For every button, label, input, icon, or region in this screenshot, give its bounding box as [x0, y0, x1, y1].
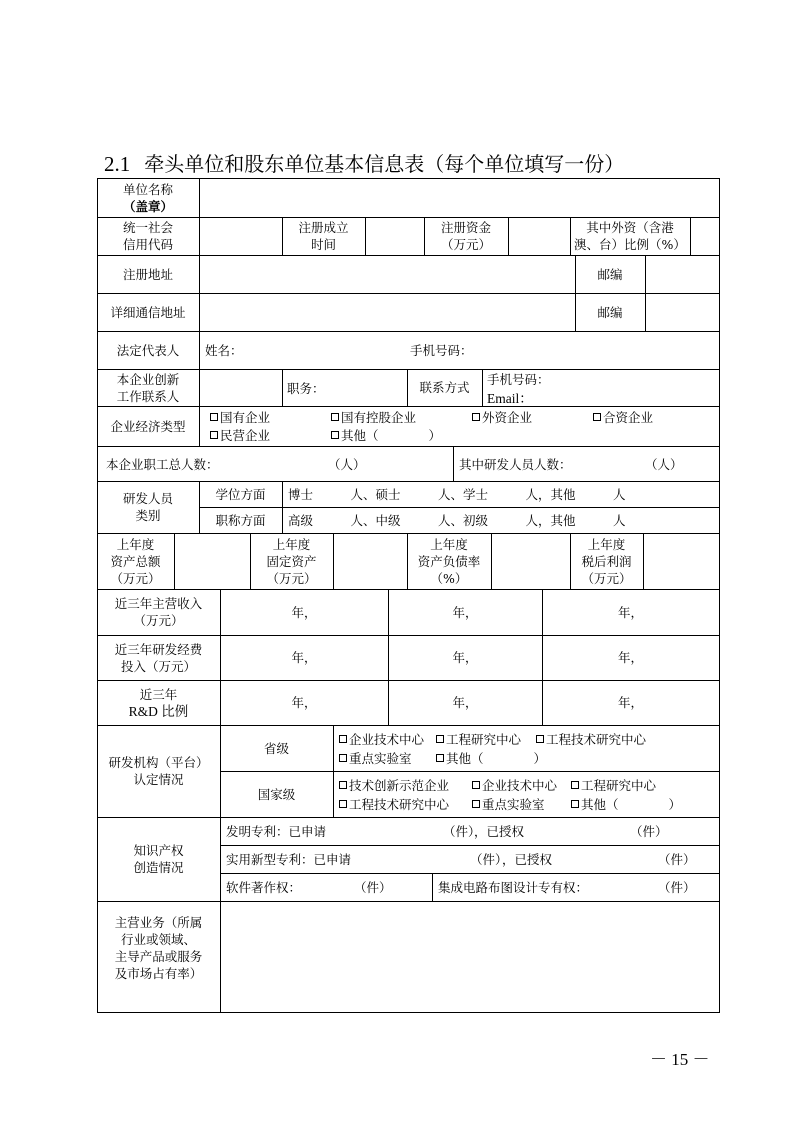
utility-granted-label: ，已授权: [502, 852, 553, 867]
econ-option-state-holding[interactable]: 国有控股企业: [331, 408, 416, 426]
prov-option-engineering-tech[interactable]: 工程技术研究中心: [536, 729, 646, 748]
mail-address-field[interactable]: [200, 294, 575, 331]
econ-option-foreign[interactable]: 外资企业: [472, 408, 532, 426]
contact-email-label: Email：: [487, 390, 533, 406]
innovation-contact-label: 本企业创新 工作联系人: [116, 371, 180, 404]
rd-ratio-label: 近三年 R&D 比例: [128, 686, 189, 719]
invention-applied-unit: （件）: [443, 824, 481, 839]
platform-label: 研发机构（平台） 认定情况: [108, 755, 209, 787]
rd-funds-year-3[interactable]: 年，: [617, 650, 643, 665]
prov-option-enterprise-tech[interactable]: 企业技术中心: [339, 729, 424, 748]
checkbox-icon: [436, 735, 444, 743]
mail-postcode-field[interactable]: [646, 294, 719, 331]
checkbox-icon: [593, 413, 601, 421]
prov-option-key-lab[interactable]: 重点实验室: [339, 748, 412, 767]
reg-address-label: 注册地址: [122, 266, 173, 282]
checkbox-icon: [472, 781, 480, 789]
econ-option-joint[interactable]: 合资企业: [593, 408, 653, 426]
debt-ratio-field[interactable]: [492, 534, 570, 589]
rd-funds-year-1[interactable]: 年，: [291, 650, 317, 665]
prov-option-other[interactable]: 其他（ ）: [436, 748, 546, 767]
section-number: 2.1: [104, 152, 131, 176]
utility-granted-unit: （件）: [658, 852, 696, 867]
checkbox-icon: [436, 754, 444, 762]
checkbox-icon: [210, 413, 218, 421]
revenue-year-2[interactable]: 年，: [452, 604, 478, 620]
main-business-field[interactable]: [221, 902, 719, 1012]
software-copyright-label: 软件著作权：: [226, 880, 302, 895]
profit-label: 上年度 税后利润 （万元）: [581, 536, 632, 586]
staff-total-unit: （人）: [328, 456, 366, 472]
assets-field[interactable]: [175, 534, 250, 589]
software-copyright-unit: （件）: [354, 880, 392, 895]
credit-code-field[interactable]: [200, 218, 282, 255]
rd-staff-total-unit: （人）: [645, 456, 683, 472]
invention-applied-label: 发明专利：已申请: [226, 824, 327, 839]
utility-applied-label: 实用新型专利：已申请: [226, 852, 352, 867]
title-counts: 高级 人、中级 人、初级 人，其他 人: [288, 513, 626, 528]
checkbox-icon: [339, 754, 347, 762]
innovation-contact-field[interactable]: [200, 370, 282, 406]
checkbox-icon: [210, 431, 218, 439]
checkbox-icon: [536, 735, 544, 743]
foreign-ratio-field[interactable]: [691, 218, 719, 255]
credit-code-label: 统一社会 信用代码: [122, 220, 173, 252]
page-title: [104, 148, 624, 177]
rd-ratio-year-2[interactable]: 年，: [452, 695, 478, 710]
checkbox-icon: [339, 735, 347, 743]
nat-option-innovation-demo[interactable]: 技术创新示范企业: [339, 775, 449, 794]
nat-option-enterprise-tech[interactable]: 企业技术中心: [472, 775, 557, 794]
econ-option-other[interactable]: 其他（ ）: [331, 426, 441, 444]
checkbox-icon: [339, 781, 347, 789]
legal-rep-name-label: 姓名：: [205, 343, 243, 358]
reg-time-field[interactable]: [366, 218, 424, 255]
nat-option-key-lab[interactable]: 重点实验室: [472, 794, 545, 813]
checkbox-icon: [472, 800, 480, 808]
legal-rep-phone-label: 手机号码：: [410, 343, 473, 358]
fixed-assets-field[interactable]: [334, 534, 407, 589]
degree-label: 学位方面: [215, 486, 266, 502]
ic-layout-unit: （件）: [658, 880, 696, 895]
foreign-ratio-label: 其中外资（含港 澳、台）比例（%）: [574, 220, 686, 252]
revenue-label: 近三年主营收入 （万元）: [114, 596, 203, 628]
checkbox-icon: [331, 431, 339, 439]
nat-option-other[interactable]: 其他（ ）: [571, 794, 681, 813]
checkbox-icon: [472, 413, 480, 421]
contact-phone-label: 手机号码：: [487, 371, 550, 387]
reg-capital-field[interactable]: [509, 218, 570, 255]
econ-option-state[interactable]: 国有企业: [210, 408, 270, 426]
ip-label: 知识产权 创造情况: [133, 843, 184, 875]
econ-option-private[interactable]: 民营企业: [210, 426, 270, 444]
debt-ratio-label: 上年度 资产负债率 （%）: [417, 536, 481, 586]
national-label: 国家级: [257, 786, 296, 802]
unit-name-label: 单位名称 （盖章）: [122, 181, 173, 214]
provincial-label: 省级: [263, 740, 289, 756]
revenue-year-1[interactable]: 年，: [291, 604, 317, 620]
checkbox-icon: [571, 800, 579, 808]
nat-option-engineering-tech[interactable]: 工程技术研究中心: [339, 794, 449, 813]
rd-staff-total-label: 其中研发人员人数：: [459, 456, 572, 472]
rd-staff-category-label: 研发人员 类别: [122, 491, 173, 523]
mail-postcode-label: 邮编: [597, 304, 623, 320]
checkbox-icon: [571, 781, 579, 789]
reg-address-field[interactable]: [200, 256, 575, 293]
prov-option-engineering-research[interactable]: 工程研究中心: [436, 729, 521, 748]
invention-granted-label: ，已授权: [474, 824, 525, 839]
title-text: 牵头单位和股东单位基本信息表（每个单位填写一份）: [144, 152, 625, 176]
nat-option-engineering-research[interactable]: 工程研究中心: [571, 775, 656, 794]
degree-counts: 博士 人、硕士 人、学士 人，其他 人: [288, 487, 626, 502]
reg-postcode-label: 邮编: [597, 266, 623, 282]
invention-granted-unit: （件）: [630, 824, 668, 839]
profit-field[interactable]: [644, 534, 719, 589]
contact-position-label: 职务：: [287, 380, 325, 396]
checkbox-icon: [331, 413, 339, 421]
revenue-year-3[interactable]: 年，: [617, 604, 643, 620]
checkbox-icon: [339, 800, 347, 808]
ic-layout-label: 集成电路布图设计专有权：: [438, 880, 589, 895]
unit-name-field[interactable]: [200, 179, 718, 217]
rd-ratio-year-1[interactable]: 年，: [291, 695, 317, 710]
rd-funds-label: 近三年研发经费 投入（万元）: [114, 641, 203, 674]
staff-total-label: 本企业职工总人数：: [106, 456, 219, 472]
legal-rep-label: 法定代表人: [116, 342, 180, 358]
page-number: － 15 －: [650, 1050, 710, 1069]
utility-applied-unit: （件）: [470, 852, 508, 867]
reg-time-label: 注册成立 时间: [298, 220, 349, 252]
reg-postcode-field[interactable]: [646, 256, 719, 293]
rd-ratio-year-3[interactable]: 年，: [617, 695, 643, 710]
econ-type-label: 企业经济类型: [110, 418, 186, 434]
contact-method-label: 联系方式: [419, 380, 470, 395]
assets-label: 上年度 资产总额 （万元）: [110, 536, 161, 586]
reg-capital-label: 注册资金 （万元）: [440, 220, 491, 252]
title-label: 职称方面: [215, 512, 266, 528]
mail-address-label: 详细通信地址: [110, 304, 186, 320]
rd-funds-year-2[interactable]: 年，: [452, 650, 478, 665]
fixed-assets-label: 上年度 固定资产 （万元）: [266, 536, 317, 586]
main-business-label: 主营业务（所属 行业或领域、 主导产品或服务 及市场占有率）: [114, 915, 203, 981]
